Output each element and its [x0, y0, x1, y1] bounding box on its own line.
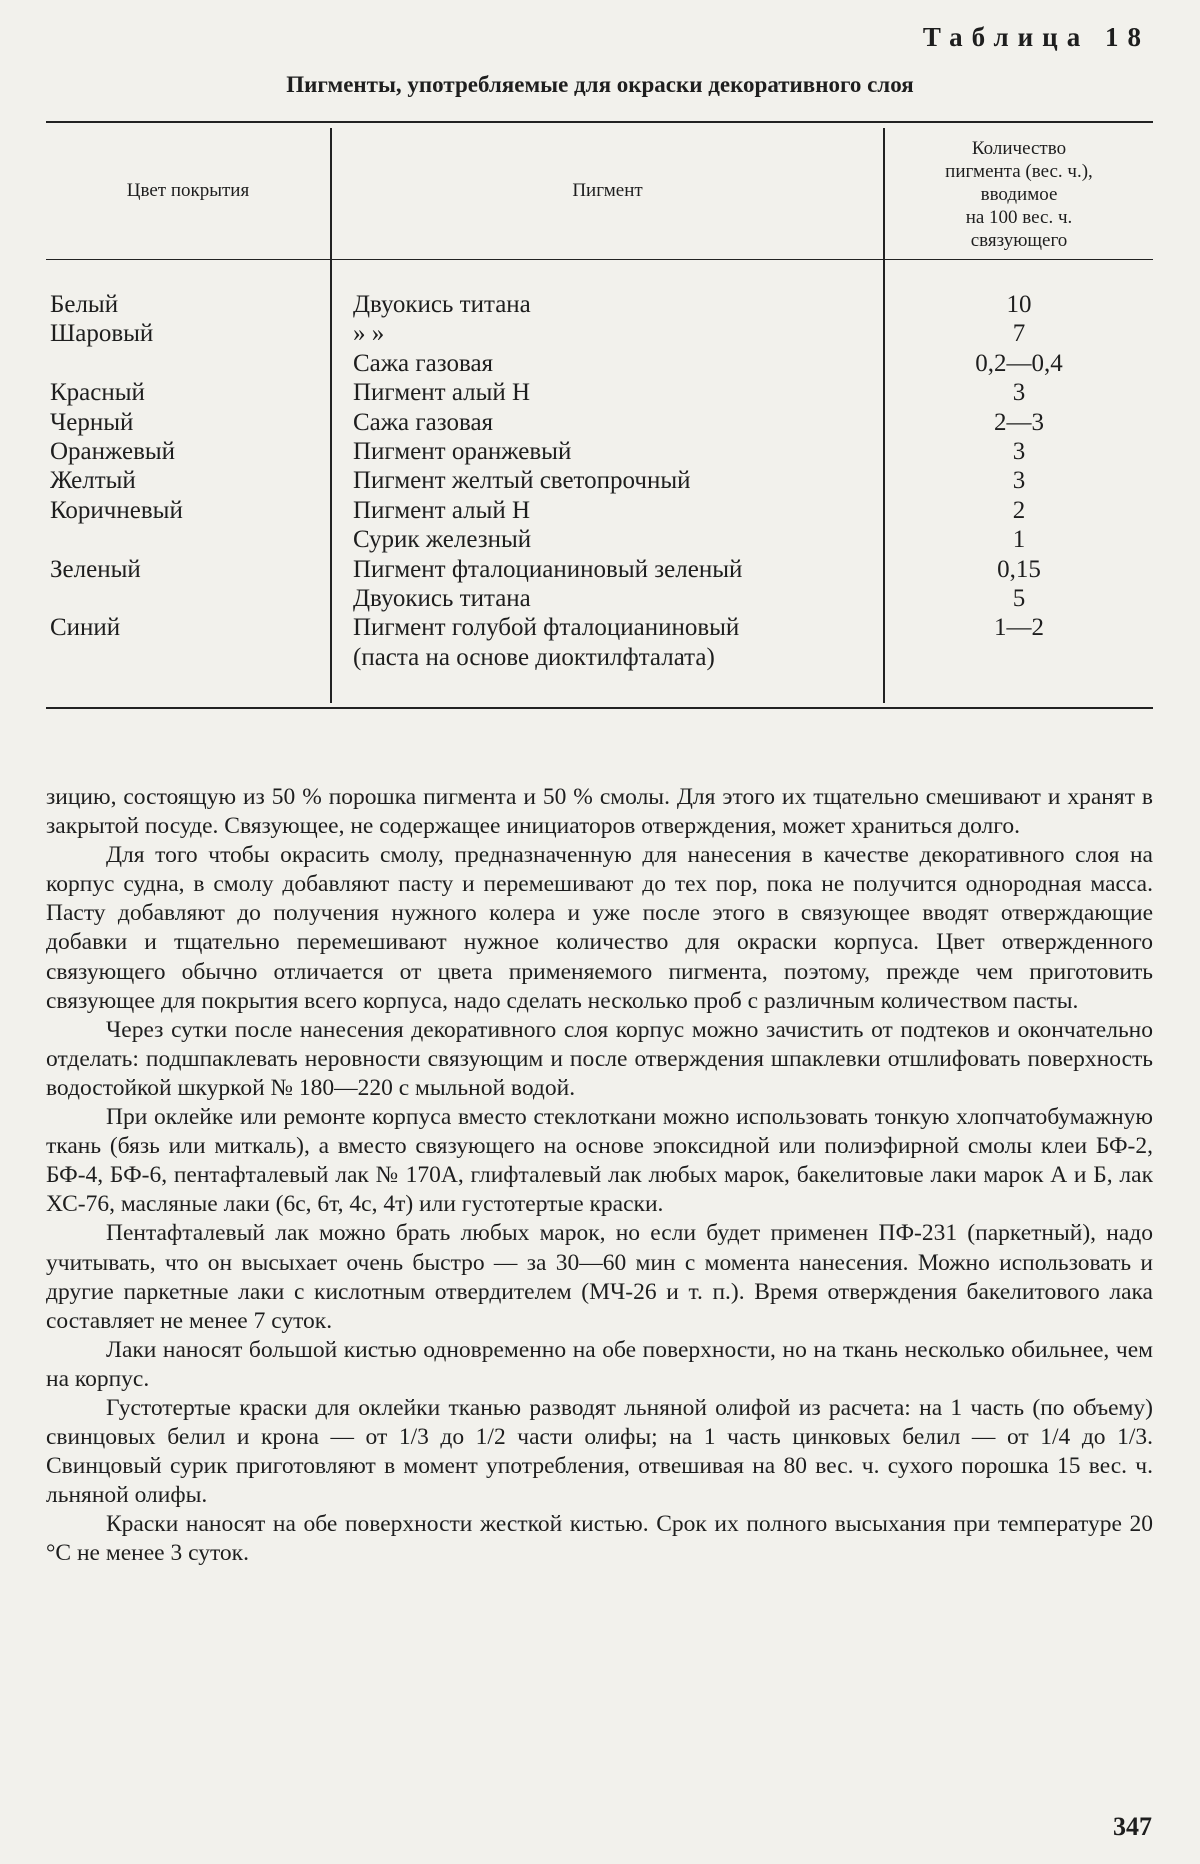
cell-pigment: Сурик железный — [353, 526, 532, 554]
table-body — [0, 290, 1200, 672]
header-color: Цвет покрытия — [126, 180, 250, 201]
paragraph: зицию, состоящую из 50 % порошка пигмента и 50 % смолы. Для этого их тщательно смешивают и хранят в закрытой посуде. Связующее, не содержащее инициаторов отверждения, может храниться долго. — [46, 784, 1153, 840]
cell-pigment: » » — [353, 320, 385, 348]
cell-quantity: 1 — [1012, 526, 1026, 554]
table-row — [0, 290, 1200, 319]
cell-quantity: 0,2—0,4 — [975, 349, 1063, 377]
table-title: Пигменты, употребляемые для окраски декоративного слоя — [286, 72, 914, 97]
paragraph: При оклейке или ремонте корпуса вместо стеклоткани можно использовать тонкую хлопчатобумажную ткань (бязь или миткаль), а вместо связующего на основе эпоксидной или полиэфирной смолы клеи БФ-2, БФ-4, БФ-6, пентафталевый лак № 170А, глифталевый лак любых марок, бакелитовые лаки марок А и Б, лак ХС-76, масляные лаки (6с, 6т, 4с, 4т) или густотертые краски. — [46, 1104, 1153, 1218]
cell-color: Синий — [50, 614, 121, 642]
cell-quantity: 0,15 — [997, 555, 1041, 583]
table-row — [0, 643, 1200, 672]
cell-quantity: 7 — [1012, 320, 1026, 348]
cell-pigment: Пигмент алый Н — [353, 496, 531, 524]
cell-pigment: Пигмент желтый светопрочный — [353, 467, 691, 495]
cell-quantity: 3 — [1012, 379, 1026, 407]
header-quantity: Количество пигмента (вес. ч.), вводимое на 100 вес. ч. связующего — [945, 138, 1093, 251]
table-row — [0, 613, 1200, 642]
cell-quantity: 10 — [1006, 291, 1032, 318]
cell-color: Красный — [50, 379, 145, 407]
cell-pigment: Пигмент алый Н — [353, 379, 531, 407]
cell-color: Черный — [50, 408, 134, 436]
cell-pigment: Пигмент фталоцианиновый зеленый — [353, 555, 743, 583]
table-row — [0, 378, 1200, 407]
cell-pigment: Пигмент голубой фталоцианиновый — [353, 614, 740, 642]
paragraph: Краски наносят на обе поверхности жесткой кистью. Срок их полного высыхания при температуре 20 °С не менее 3 суток. — [46, 1511, 1153, 1567]
table-row — [0, 555, 1200, 584]
cell-pigment: Двуокись титана — [353, 291, 531, 318]
table-row — [0, 525, 1200, 554]
table-row — [0, 408, 1200, 437]
cell-quantity: 2—3 — [994, 408, 1044, 436]
cell-color: Желтый — [50, 467, 136, 495]
cell-pigment: Сажа газовая — [353, 349, 494, 377]
table-row — [0, 319, 1200, 348]
cell-color: Зеленый — [50, 555, 141, 583]
paragraph: Пентафталевый лак можно брать любых марок, но если будет применен ПФ-231 (паркетный), надо учитывать, что он высыхает очень быстро — за 30—60 мин с момента нанесения. Можно использовать и другие паркетные лаки с кислотным отвердителем (МЧ-26 и т. п.). Время отверждения бакелитового лака составляет не менее 7 суток. — [46, 1220, 1153, 1334]
cell-quantity: 2 — [1012, 496, 1026, 524]
cell-quantity: 1—2 — [994, 614, 1044, 642]
cell-quantity: 3 — [1012, 437, 1026, 465]
cell-quantity: 3 — [1012, 467, 1026, 495]
table-row — [0, 349, 1200, 378]
header-pigment: Пигмент — [572, 180, 643, 201]
body-text — [46, 783, 1153, 1569]
table-row — [0, 437, 1200, 466]
table-row — [0, 466, 1200, 495]
paragraph: Густотертые краски для оклейки тканью разводят льняной олифой из расчета: на 1 часть (по объему) свинцовых белил и крона — от 1/3 до 1/2 части олифы; на 1 часть цинковых белил — от 1/4 до 1/3. Свинцовый сурик приготовляют в момент употребления, отвешивая на 80 вес. ч. сухого порошка 15 вес. ч. льняной олифы. — [46, 1394, 1153, 1509]
table-bottom-rule — [46, 707, 1153, 709]
cell-color: Оранжевый — [50, 437, 176, 465]
table-number: Таблица 18 — [922, 22, 1150, 52]
cell-pigment: (паста на основе диоктилфталата) — [353, 643, 715, 671]
cell-pigment: Сажа газовая — [353, 408, 494, 436]
table-top-rule — [46, 121, 1153, 123]
cell-pigment: Пигмент оранжевый — [353, 437, 572, 465]
table-row — [0, 496, 1200, 525]
cell-pigment: Двуокись титана — [353, 584, 531, 612]
paragraph: Для того чтобы окрасить смолу, предназначенную для нанесения в качестве декоративного слоя на корпус судна, в смолу добавляют пасту и перемешивают до тех пор, пока не получится однородная масса. Пасту добавляют до получения нужного колера и уже после этого в связующее вводят отверждающие добавки и тщательно перемешивают нужное количество для окраски корпуса. Цвет отвержденного связующего обычно отличается от цвета применяемого пигмента, поэтому, прежде чем приготовить связующее для покрытия всего корпуса, надо сделать несколько проб с различным количеством пасты. — [46, 842, 1153, 1014]
cell-color: Белый — [50, 291, 119, 318]
paragraph: Через сутки после нанесения декоративного слоя корпус можно зачистить от подтеков и окончательно отделать: подшпаклевать неровности связующим и после отверждения шпаклевки отшлифовать поверхность водостойкой шкуркой № 180—220 с мыльной водой. — [46, 1016, 1153, 1101]
page-number: 347 — [1113, 1812, 1152, 1841]
cell-color: Шаровый — [50, 320, 154, 348]
table-row — [0, 584, 1200, 613]
cell-quantity: 5 — [1012, 584, 1026, 612]
table-header-rule — [46, 259, 1153, 260]
cell-color: Коричневый — [50, 496, 183, 524]
paragraph: Лаки наносят большой кистью одновременно на обе поверхности, но на ткань несколько обильнее, чем на корпус. — [46, 1336, 1153, 1392]
